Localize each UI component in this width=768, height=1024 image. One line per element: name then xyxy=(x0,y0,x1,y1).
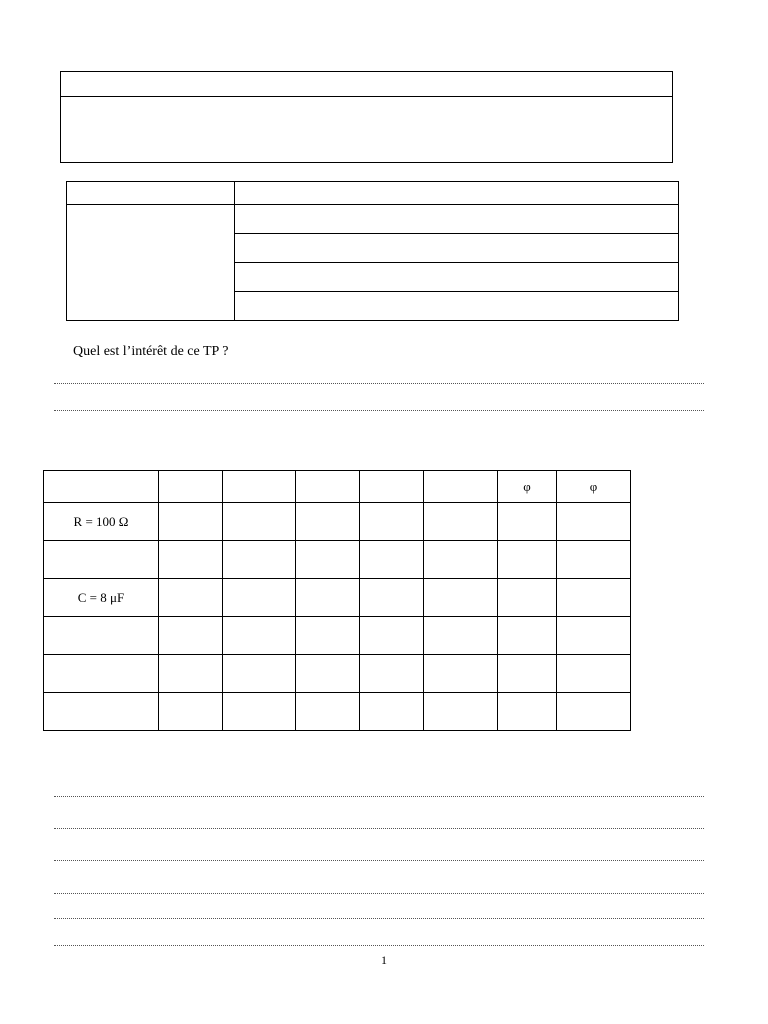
answer-line[interactable] xyxy=(54,918,704,919)
answer-line[interactable] xyxy=(54,796,704,797)
table-cell[interactable] xyxy=(360,471,424,503)
table-cell[interactable] xyxy=(360,541,424,579)
table-cell[interactable] xyxy=(424,693,498,731)
table-cell[interactable] xyxy=(557,693,631,731)
table-cell[interactable] xyxy=(557,503,631,541)
info-box-row-line xyxy=(234,233,679,234)
table-row xyxy=(44,617,631,655)
info-box xyxy=(66,181,679,321)
page-number: 1 xyxy=(381,953,387,967)
table-cell[interactable] xyxy=(424,541,498,579)
table-row-label xyxy=(44,541,159,579)
table-cell[interactable] xyxy=(159,541,223,579)
table-cell[interactable] xyxy=(296,693,360,731)
answer-line[interactable] xyxy=(54,860,704,861)
table-row xyxy=(44,579,631,617)
table-cell[interactable] xyxy=(296,503,360,541)
table-cell[interactable] xyxy=(360,655,424,693)
measurement-table xyxy=(43,470,631,731)
table-cell[interactable] xyxy=(498,693,557,731)
table-cell[interactable] xyxy=(557,617,631,655)
table-cell[interactable] xyxy=(498,617,557,655)
table-row-label: R = 100 Ω xyxy=(44,503,159,541)
table-cell[interactable] xyxy=(424,471,498,503)
table-cell[interactable] xyxy=(296,471,360,503)
header-box-divider xyxy=(60,96,673,97)
table-cell[interactable] xyxy=(424,655,498,693)
answer-line[interactable] xyxy=(54,828,704,829)
table-cell[interactable] xyxy=(44,471,159,503)
header-box xyxy=(60,71,673,163)
table-cell[interactable] xyxy=(498,579,557,617)
table-cell[interactable] xyxy=(223,541,296,579)
table-cell[interactable] xyxy=(159,693,223,731)
table-row-label xyxy=(44,655,159,693)
table-cell[interactable] xyxy=(223,617,296,655)
table-cell[interactable] xyxy=(424,579,498,617)
table-header-row xyxy=(44,471,631,503)
table-cell[interactable] xyxy=(296,579,360,617)
info-box-row-line xyxy=(234,291,679,292)
table-cell[interactable] xyxy=(498,655,557,693)
table-cell[interactable] xyxy=(223,693,296,731)
table-row xyxy=(44,541,631,579)
table-cell[interactable] xyxy=(498,541,557,579)
table-cell[interactable] xyxy=(424,503,498,541)
table-cell[interactable] xyxy=(159,503,223,541)
table-cell[interactable] xyxy=(223,655,296,693)
table-cell[interactable] xyxy=(557,541,631,579)
question-text: Quel est l’intérêt de ce TP ? xyxy=(73,344,229,359)
table-cell[interactable] xyxy=(424,617,498,655)
table-cell[interactable] xyxy=(159,617,223,655)
table-cell[interactable] xyxy=(557,579,631,617)
table-cell[interactable] xyxy=(223,579,296,617)
table-cell[interactable] xyxy=(159,579,223,617)
table-cell[interactable] xyxy=(360,579,424,617)
answer-line[interactable] xyxy=(54,893,704,894)
answer-line[interactable] xyxy=(54,945,704,946)
table-cell[interactable] xyxy=(223,471,296,503)
table-row-label: C = 8 μF xyxy=(44,579,159,617)
table-header-phi: φ xyxy=(498,471,557,503)
table-row xyxy=(44,503,631,541)
table-cell[interactable] xyxy=(223,503,296,541)
table-header-phi: φ xyxy=(557,471,631,503)
table-cell[interactable] xyxy=(159,655,223,693)
table-cell[interactable] xyxy=(360,693,424,731)
info-box-column-divider xyxy=(234,181,235,321)
table-cell[interactable] xyxy=(296,541,360,579)
info-box-header-line xyxy=(66,204,679,205)
table-row xyxy=(44,693,631,731)
table-row xyxy=(44,655,631,693)
table-cell[interactable] xyxy=(498,503,557,541)
table-cell[interactable] xyxy=(159,471,223,503)
answer-line[interactable] xyxy=(54,383,704,384)
table-cell[interactable] xyxy=(557,655,631,693)
table-cell[interactable] xyxy=(360,617,424,655)
info-box-row-line xyxy=(234,262,679,263)
table-cell[interactable] xyxy=(296,617,360,655)
table-row-label xyxy=(44,617,159,655)
table-cell[interactable] xyxy=(296,655,360,693)
table-row-label xyxy=(44,693,159,731)
answer-line[interactable] xyxy=(54,410,704,411)
table-cell[interactable] xyxy=(360,503,424,541)
